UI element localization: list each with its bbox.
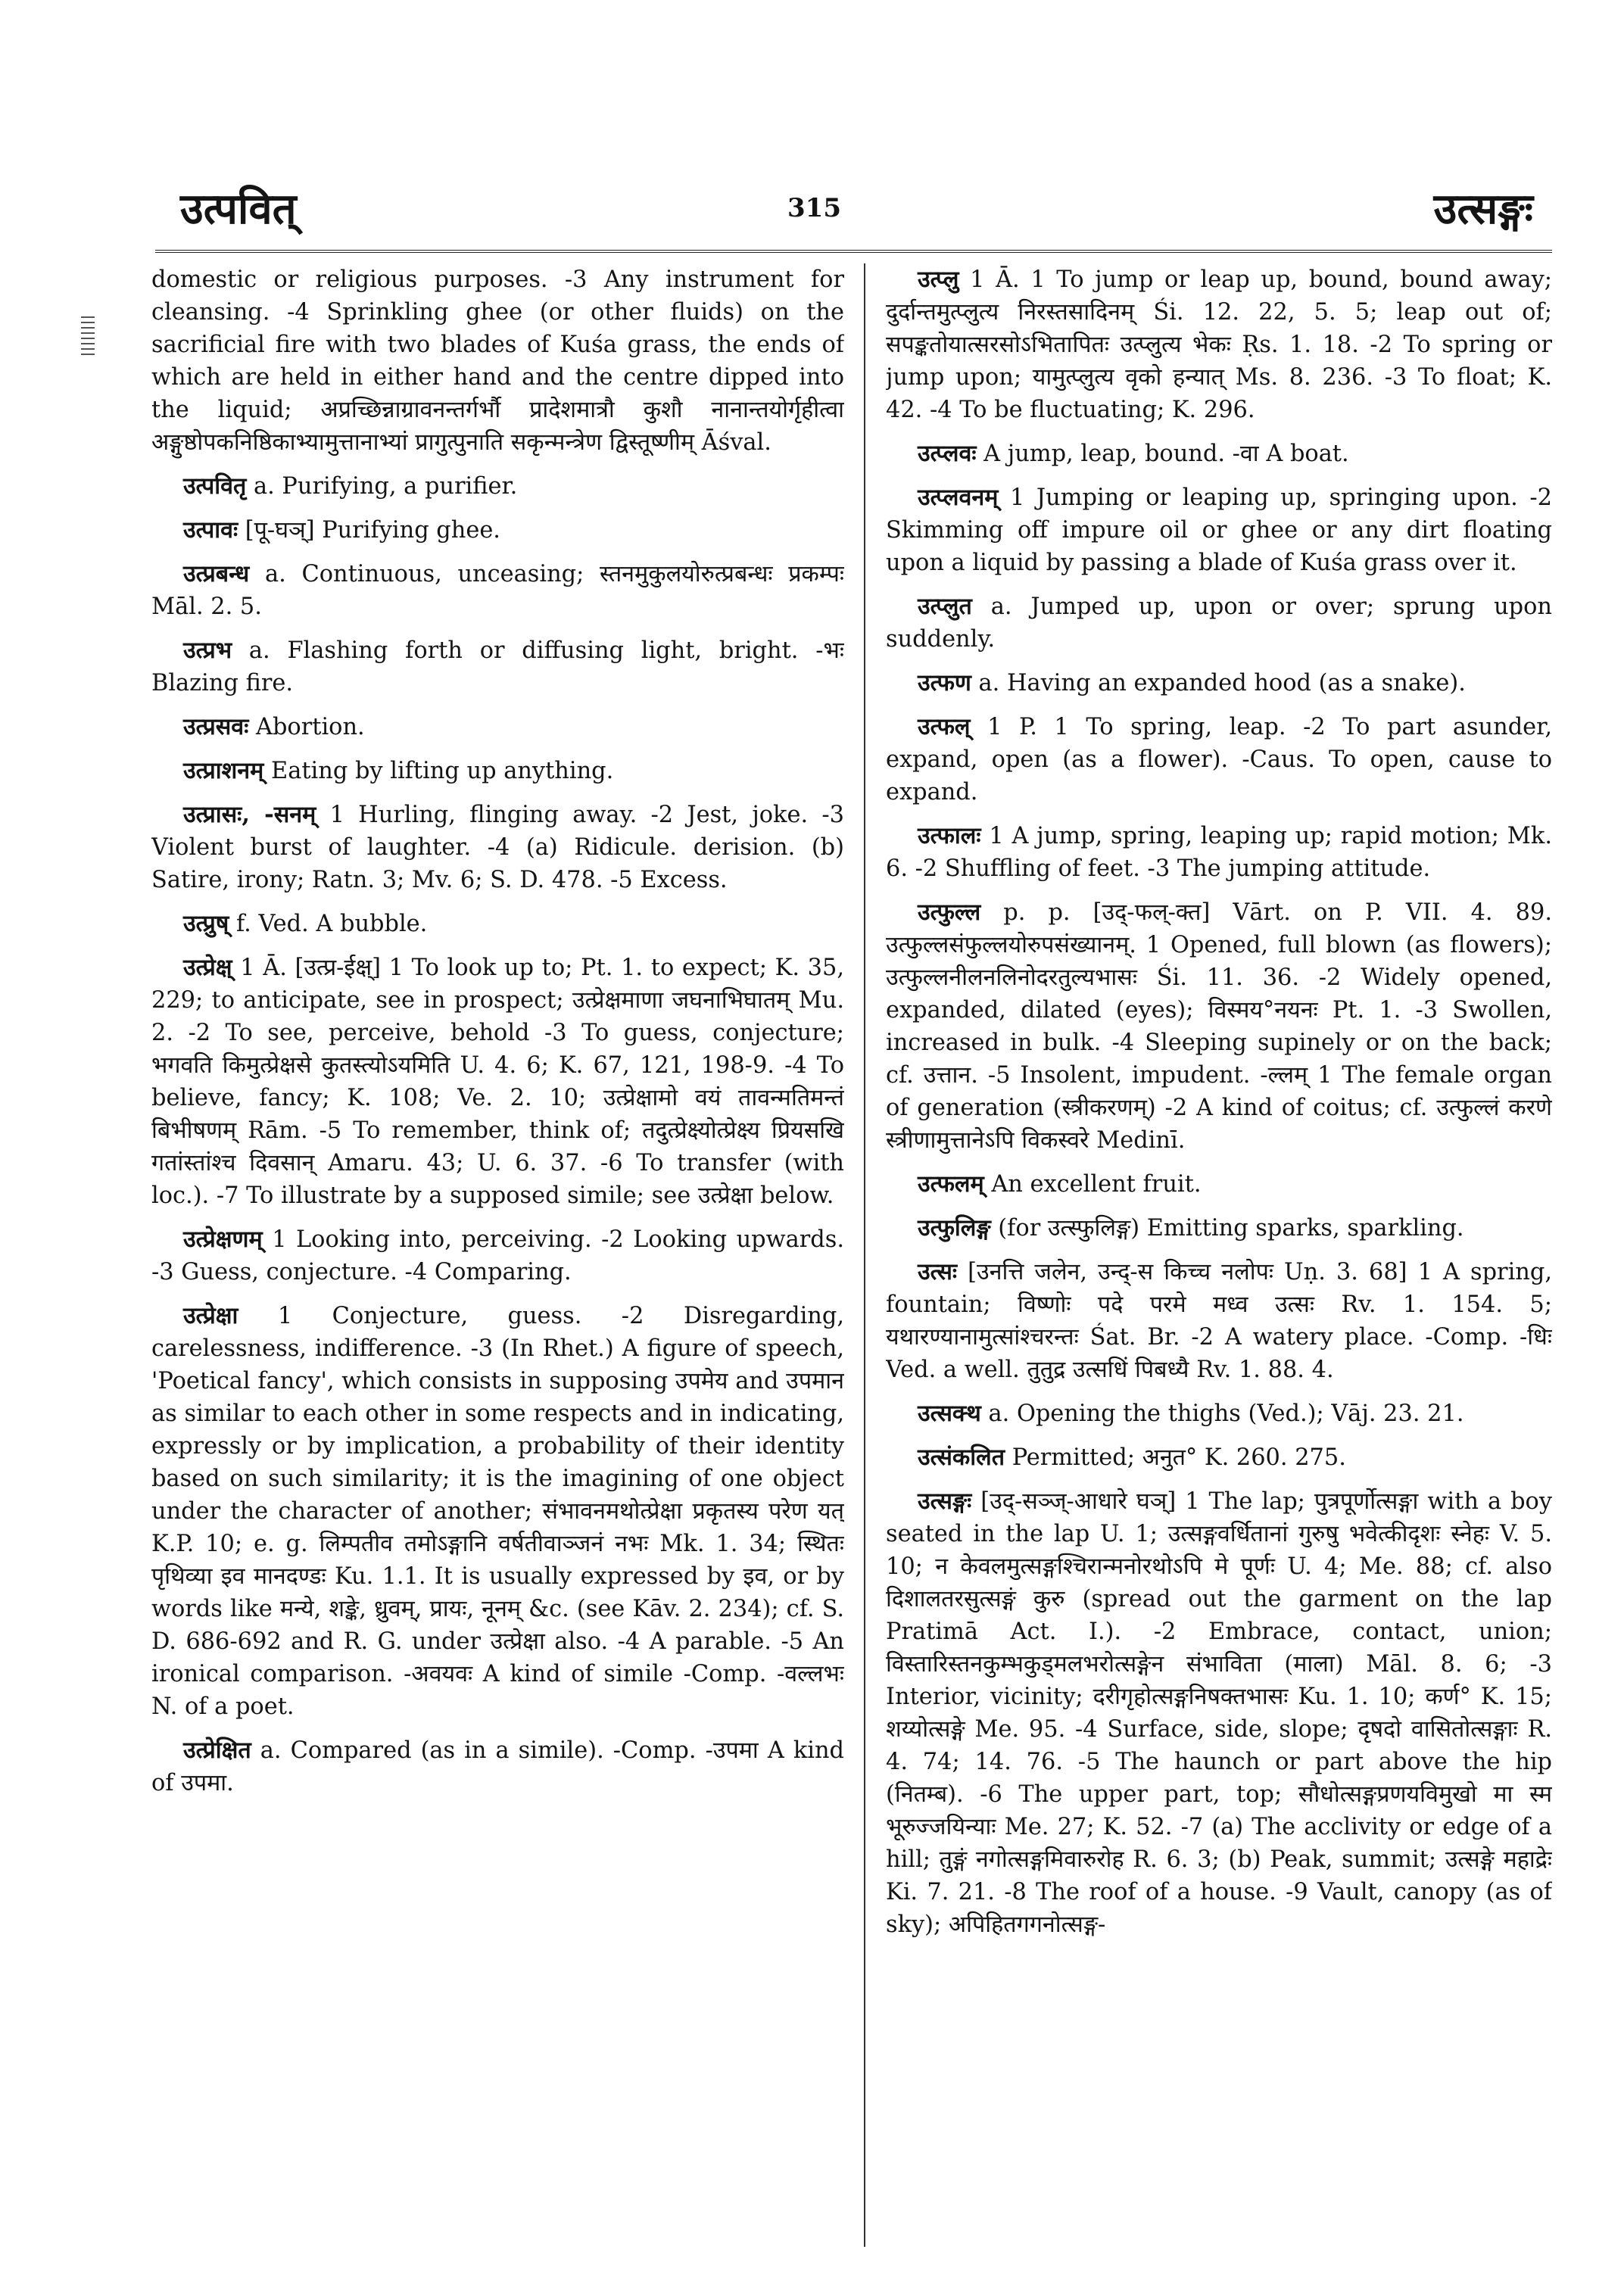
entry-headword: उत्प्रेक्षित: [183, 1737, 251, 1764]
entry-headword: उत्फण: [918, 669, 971, 696]
right-entry: [886, 1212, 1552, 1245]
entry-headword: उत्प्रसवः: [183, 713, 249, 740]
left-entry: [151, 711, 844, 743]
left-entry: [151, 952, 844, 1212]
margin-tick-marks: [81, 316, 95, 357]
entry-definition: Abortion.: [256, 714, 365, 740]
left-entry: [151, 634, 844, 699]
entry-headword: उत्फुलिङ्ग: [918, 1214, 991, 1242]
right-entry: [886, 711, 1552, 808]
entry-definition: a. Continuous, unceasing; स्तनमुकुलयोरुत्प्रबन्धः प्रकम्पः Māl. 2. 5.: [151, 561, 844, 620]
entry-headword: उत्फलम्: [918, 1170, 984, 1198]
entry-headword: उत्पावः: [183, 516, 238, 544]
entry-definition: A jump, leap, bound. -वा A boat.: [983, 441, 1349, 467]
entry-headword: उत्प्रुष्: [183, 910, 229, 937]
left-entry: [151, 755, 844, 787]
right-column: [886, 263, 1552, 2255]
left-entry: [151, 263, 844, 459]
left-entry: [151, 908, 844, 940]
header-rule: [155, 250, 1552, 253]
entry-definition: p. p. [उद्-फल्-क्त] Vārt. on P. VII. 4. 89. उत्फुल्लसंफुल्लयोरुपसंख्यानम्. 1 Opened, full blown (as flowers); उत्फुल्लनीलनलिनोदरतुल्यभासः Śi. 11. 36. -2 Widely opened, expanded, dilated (eyes); विस्मय°नयनः Pt. 1. -3 Swollen, increased in bulk. -4 Sleeping supinely or on the back; cf. उत्तान. -5 Insolent, impudent. -ल्लम् 1 The female organ of generation (स्त्रीकरणम्) -2 A kind of coitus; cf. उत्फुल्लं करणे स्त्रीणामुत्तानेऽपि विकस्वरे Medinī.: [886, 899, 1552, 1154]
entry-definition: 1 Looking into, perceiving. -2 Looking upwards. -3 Guess, conjecture. -4 Comparing.: [151, 1226, 844, 1285]
entry-headword: उत्पवितृ: [183, 472, 247, 500]
entry-definition: 1 Conjecture, guess. -2 Disregarding, carelessness, indifference. -3 (In Rhet.) A figure of speech, 'Poetical fancy', which consists in supposing उपमेय and उपमान as similar to each other in some respects and in indicating, expressly or by implication, a probability of their identity based on such similarity; it is the imagining of one object under the character of another; संभावनमथोत्प्रेक्षा प्रकृतस्य परेण यत् K.P. 10; e. g. लिम्पतीव तमोऽङ्गानि वर्षतीवाञ्जनं नभः Mk. 1. 34; स्थितः पृथिव्या इव मानदण्डः Ku. 1.1. It is usually expressed by इव, or by words like मन्ये, शङ्के, ध्रुवम्, प्रायः, नूनम् &c. (see Kāv. 2. 234); cf. S. D. 686-692 and R. G. under उत्प्रेक्षा also. -4 A parable. -5 An ironical comparison. -अवयवः A kind of simile -Comp. -वल्लभः N. of a poet.: [151, 1303, 844, 1720]
entry-definition: domestic or religious purposes. -3 Any instrument for cleansing. -4 Sprinkling ghee (or other fluids) on the sacrificial fire with two blades of Kuśa grass, the ends of which are held in either hand and the centre dipped into the liquid; अप्रच्छिन्नाग्रावनन्तर्गर्भौ प्रादेशमात्रौ कुशौ नानान्तयोर्गृहीत्वा अङ्गुष्ठोपकनिष्ठिकाभ्यामुत्तानाभ्यां प्रागुत्पुनाति सकृन्मन्त्रेण द्विस्तूष्णीम् Āśval.: [151, 266, 844, 456]
entry-definition: a. Flashing forth or diffusing light, bright. -भः Blazing fire.: [151, 637, 844, 696]
left-entry: [151, 799, 844, 896]
entry-definition: Permitted; अनुत° K. 260. 275.: [1011, 1444, 1346, 1471]
right-entry: [886, 1168, 1552, 1201]
left-entry: [151, 470, 844, 503]
entry-definition: a. Having an expanded hood (as a snake).: [978, 670, 1466, 696]
entry-definition: 1 P. 1 To spring, leap. -2 To part asunder, expand, open (as a flower). -Caus. To open, cause to expand.: [886, 714, 1552, 805]
right-entry: [886, 820, 1552, 885]
right-entry: [886, 896, 1552, 1157]
entry-definition: 1 Jumping or leaping up, springing upon. -2 Skimming off impure oil or ghee or any dirt floating upon a liquid by passing a blade of Kuśa grass over it.: [886, 484, 1552, 576]
entry-headword: उत्फुल्ल: [918, 899, 981, 926]
entry-headword: उत्प्लवनम्: [918, 484, 999, 511]
entry-headword: उत्प्लुत: [918, 593, 972, 620]
entry-definition: An excellent fruit.: [991, 1171, 1202, 1198]
running-head-left: उत्पवित्: [180, 184, 297, 234]
right-entry: [886, 667, 1552, 699]
column-divider: [864, 263, 865, 2247]
entry-headword: उत्प्रबन्ध: [183, 560, 250, 587]
entry-headword: उत्प्रेक्ष्: [183, 954, 232, 981]
entry-headword: उत्सः: [918, 1258, 958, 1285]
entry-headword: उत्सङ्गः: [918, 1488, 972, 1515]
entry-definition: 1 Ā. 1 To jump or leap up, bound, bound away; दुर्दान्तमुत्प्लुत्य निरस्तसादिनम् Śi. 12. 22, 5. 5; leap out of; सपङ्कतोयात्सरसोऽभितापितः उत्प्लुत्य भेकः Ṛs. 1. 18. -2 To spring or jump upon; यामुत्प्लुत्य वृको हन्यात् Ms. 8. 236. -3 To float; K. 42. -4 To be fluctuating; K. 296.: [886, 266, 1552, 423]
entry-headword: उत्सक्थ: [918, 1400, 981, 1427]
right-entry: [886, 1485, 1552, 1941]
entry-definition: [उनत्ति जलेन, उन्द्-स किच्च नलोपः Uṇ. 3. 68] 1 A spring, fountain; विष्णोः पदे परमे मध्व उत्सः Rv. 1. 154. 5; यथारण्यानामुत्सांश्चरन्तः Śat. Br. -2 A watery place. -Comp. -धिः Ved. a well. तुतुद्र उत्सधिं पिबध्यै Rv. 1. 88. 4.: [886, 1259, 1552, 1383]
entry-definition: a. Compared (as in a simile). -Comp. -उपमा A kind of उपमा.: [151, 1737, 844, 1796]
left-entry: [151, 558, 844, 623]
entry-headword: उत्फालः: [918, 822, 981, 849]
right-entry: [886, 438, 1552, 470]
running-head-right: उत्सङ्गः: [1433, 184, 1533, 234]
entry-definition: Eating by lifting up anything.: [271, 758, 614, 784]
entry-headword: उत्फल्: [918, 713, 971, 740]
right-entry: [886, 590, 1552, 656]
right-entry: [886, 1397, 1552, 1430]
page-number: 315: [787, 193, 841, 223]
entry-definition: a. Purifying, a purifier.: [253, 473, 518, 500]
entry-headword: उत्प्रभ: [183, 637, 232, 664]
right-entry: [886, 1441, 1552, 1474]
entry-definition: (for उत्स्फुलिङ्ग) Emitting sparks, sparkling.: [998, 1215, 1464, 1242]
left-entry: [151, 514, 844, 547]
entry-headword: उत्प्रेक्षणम्: [183, 1226, 263, 1253]
entry-headword: उत्प्रासः, -सनम्: [183, 801, 316, 828]
right-entry: [886, 263, 1552, 426]
left-entry: [151, 1223, 844, 1288]
entry-definition: a. Jumped up, upon or over; sprung upon suddenly.: [886, 594, 1552, 653]
right-entry: [886, 1256, 1552, 1386]
entry-definition: 1 Hurling, flinging away. -2 Jest, joke. -3 Violent burst of laughter. -4 (a) Ridicule. derision. (b) Satire, irony; Ratn. 3; Mv. 6; S. D. 478. -5 Excess.: [151, 802, 844, 893]
entry-definition: f. Ved. A bubble.: [236, 911, 428, 937]
entry-definition: [पू-घञ्] Purifying ghee.: [245, 517, 500, 544]
right-entry: [886, 481, 1552, 579]
entry-definition: [उद्-सञ्ज्-आधारे घञ्] 1 The lap; पुत्रपूर्णोत्सङ्गा with a boy seated in the lap U. 1; उत्सङ्गवर्धितानां गुरुषु भवेत्कीदृशः स्नेहः V. 5. 10; न केवलमुत्सङ्गश्चिरान्मनोरथोऽपि मे पूर्णः U. 4; Me. 88; cf. also दिशालतरसुत्सङ्गं कुरु (spread out the garment on the lap Pratimā Act. I.). -2 Embrace, contact, union; विस्तारिस्तनकुम्भकुड्मलभरोत्सङ्गेन संभाविता (माला) Māl. 8. 6; -3 Interior, vicinity; दरीगृहोत्सङ्गनिषक्तभासः Ku. 1. 10; कर्ण° K. 15; शय्योत्सङ्गे Me. 95. -4 Surface, side, slope; दृषदो वासितोत्सङ्गाः R. 4. 74; 14. 76. -5 The haunch or part above the hip (नितम्ब). -6 The upper part, top; सौधोत्सङ्गप्रणयविमुखो मा स्म भूरुज्जयिन्याः Me. 27; K. 52. -7 (a) The acclivity or edge of a hill; तुङ्गं नगोत्सङ्गमिवारुरोह R. 6. 3; (b) Peak, summit; उत्सङ्गे महाद्रेः Ki. 7. 21. -8 The roof of a house. -9 Vault, canopy (as of sky); अपिहितगगनोत्सङ्ग-: [886, 1488, 1552, 1938]
left-column: [151, 263, 844, 2255]
left-entry: [151, 1300, 844, 1723]
entry-headword: उत्प्राशनम्: [183, 757, 264, 784]
entry-definition: 1 Ā. [उत्प्र-ईक्ष्] 1 To look up to; Pt. 1. to expect; K. 35, 229; to anticipate, see in prospect; उत्प्रेक्षमाणा जघनाभिघातम् Mu. 2. -2 To see, perceive, behold -3 To guess, conjecture; भगवति किमुत्प्रेक्षसे कुतस्त्योऽयमिति U. 4. 6; K. 67, 121, 198-9. -4 To believe, fancy; K. 108; Ve. 2. 10; उत्प्रेक्षामो वयं तावन्मतिमन्तं बिभीषणम् Rām. -5 To remember, think of; तदुत्प्रेक्ष्योत्प्रेक्ष्य प्रियसखि गतांस्तांश्च दिवसान् Amaru. 43; U. 6. 37. -6 To transfer (with loc.). -7 To illustrate by a supposed simile; see उत्प्रेक्षा below.: [151, 955, 844, 1209]
entry-definition: 1 A jump, spring, leaping up; rapid motion; Mk. 6. -2 Shuffling of feet. -3 The jumping attitude.: [886, 823, 1552, 882]
left-entry: [151, 1734, 844, 1799]
entry-headword: उत्प्लु: [918, 266, 959, 293]
entry-headword: उत्संकलित: [918, 1444, 1005, 1471]
entry-definition: a. Opening the thighs (Ved.); Vāj. 23. 21.: [988, 1400, 1464, 1427]
entry-headword: उत्प्रेक्षा: [183, 1302, 238, 1329]
entry-headword: उत्प्लवः: [918, 440, 977, 467]
